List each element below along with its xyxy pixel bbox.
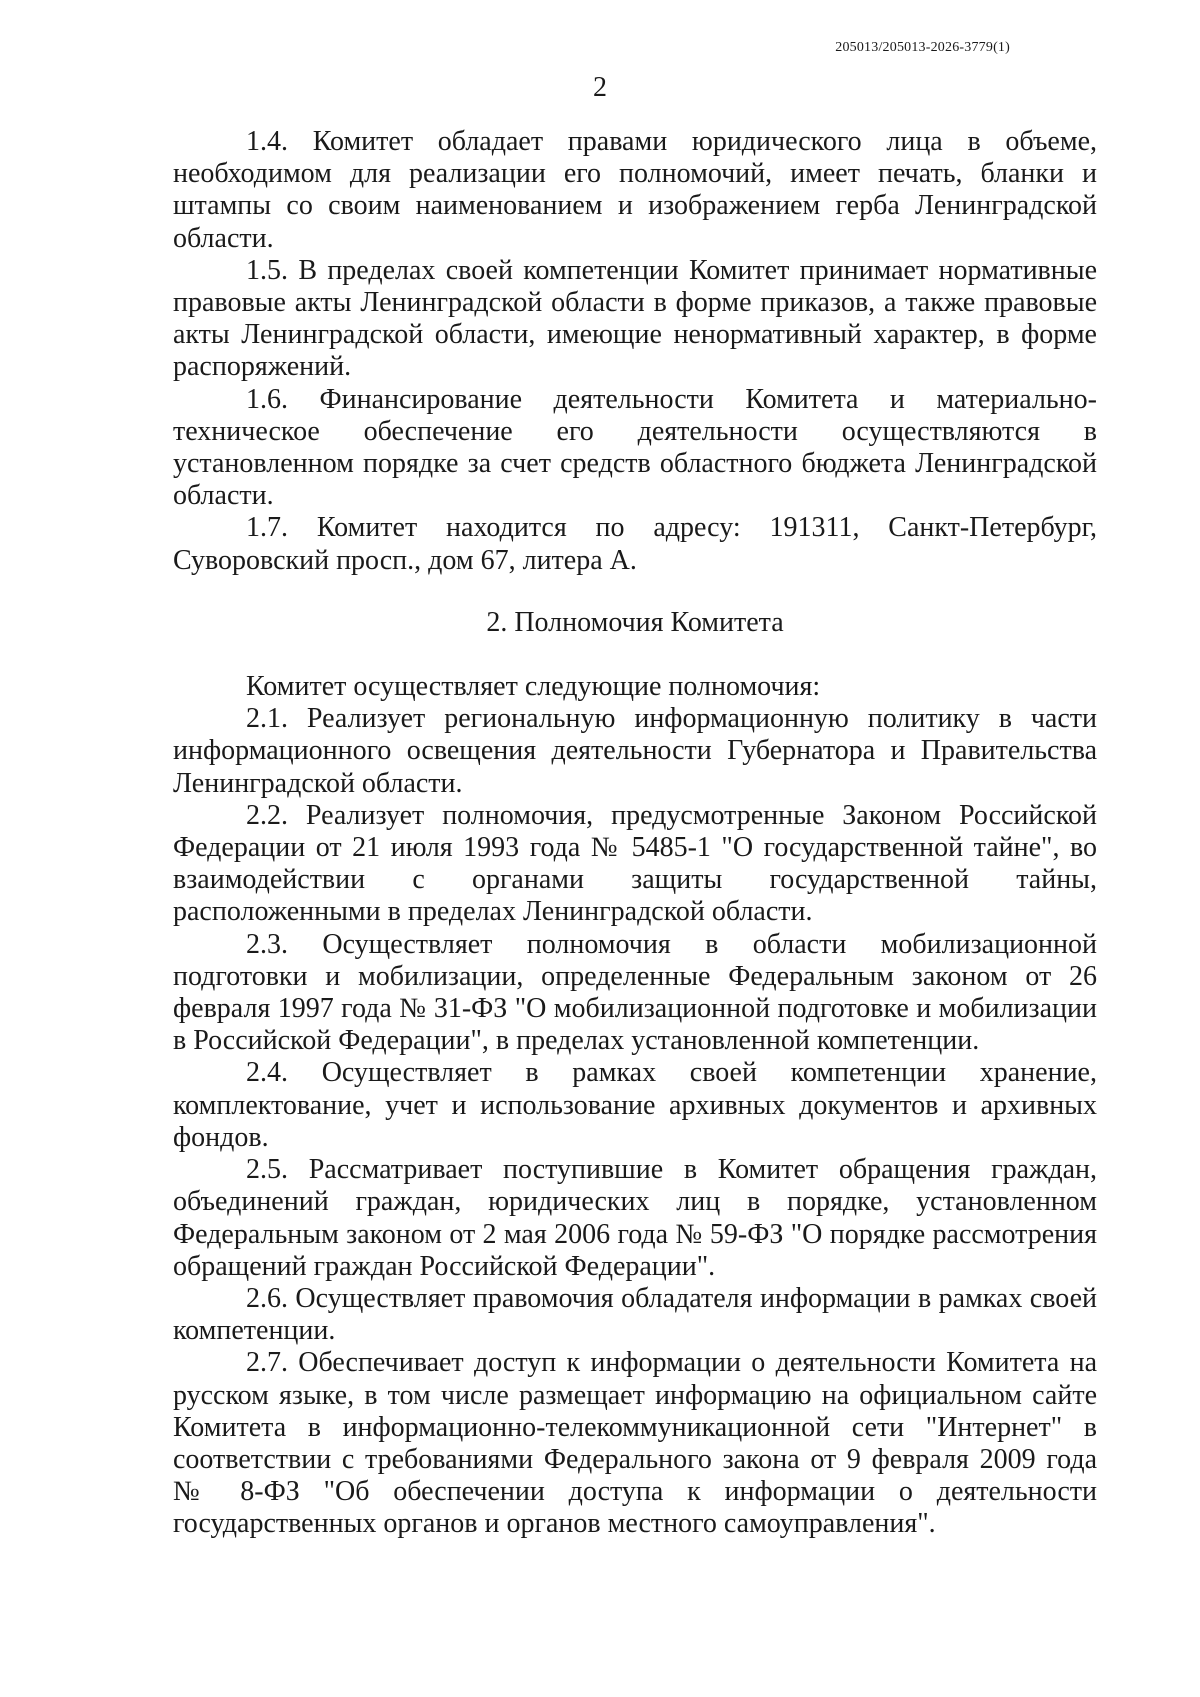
paragraph-2-2: 2.2. Реализует полномочия, предусмотренные Законом Российской Федерации от 21 июля 1993 года № 5485-1 "О государственной тайне", во взаимодействии с органами защиты государственной тайны, расположенными в пределах Ленинградской области.: [173, 799, 1097, 928]
paragraph-1-6: 1.6. Финансирование деятельности Комитета и материально-техническое обеспечение его деятельности осуществляются в установленном порядке за счет средств областного бюджета Ленинградской области.: [173, 383, 1097, 512]
paragraph-2-5: 2.5. Рассматривает поступившие в Комитет обращения граждан, объединений граждан, юридических лиц в порядке, установленном Федеральным законом от 2 мая 2006 года № 59-ФЗ "О порядке рассмотрения обращений граждан Российской Федерации".: [173, 1154, 1097, 1282]
section-heading: 2. Полномочия Комитета: [486, 606, 784, 638]
section-intro: Комитет осуществляет следующие полномочия:: [246, 671, 821, 703]
paragraph-1-5: 1.5. В пределах своей компетенции Комитет принимает нормативные правовые акты Ленинградской области в форме приказов, а также правовые акты Ленинградской области, имеющие ненормативный характер, в форме распоряжений.: [173, 254, 1097, 383]
paragraph-1-4: 1.4. Комитет обладает правами юридического лица в объеме, необходимом для реализации его полномочий, имеет печать, бланки и штампы со своим наименованием и изображением герба Ленинградской области.: [173, 126, 1097, 254]
document-registration-number: 205013/205013-2026-3779(1): [835, 40, 1010, 55]
paragraph-2-6: 2.6. Осуществляет правомочия обладателя информации в рамках своей компетенции.: [173, 1282, 1097, 1347]
paragraph-2-7: 2.7. Обеспечивает доступ к информации о деятельности Комитета на русском языке, в том числе размещает информацию на официальном сайте Комитета в информационно-телекоммуникационной сети "Интернет" в соответствии с требованиями Федерального закона от 9 февраля 2009 года № 8-ФЗ "Об обеспечении доступа к информации о деятельности государственных органов и органов местного самоуправления".: [173, 1347, 1097, 1540]
paragraph-2-3: 2.3. Осуществляет полномочия в области мобилизационной подготовки и мобилизации, определенные Федеральным законом от 26 февраля 1997 года № 31-ФЗ "О мобилизационной подготовке и мобилизации в Российской Федерации", в пределах установленной компетенции.: [173, 928, 1097, 1057]
paragraph-2-1: 2.1. Реализует региональную информационную политику в части информационного освещения деятельности Губернатора и Правительства Ленинградской области.: [173, 703, 1097, 799]
paragraph-1-7: 1.7. Комитет находится по адресу: 191311, Санкт-Петербург, Суворовский просп., дом 67, литера А.: [173, 512, 1097, 576]
document-body: [173, 126, 1097, 1541]
paragraph-2-4: 2.4. Осуществляет в рамках своей компетенции хранение, комплектование, учет и использование архивных документов и архивных фондов.: [173, 1057, 1097, 1153]
page-number: 2: [593, 72, 607, 103]
